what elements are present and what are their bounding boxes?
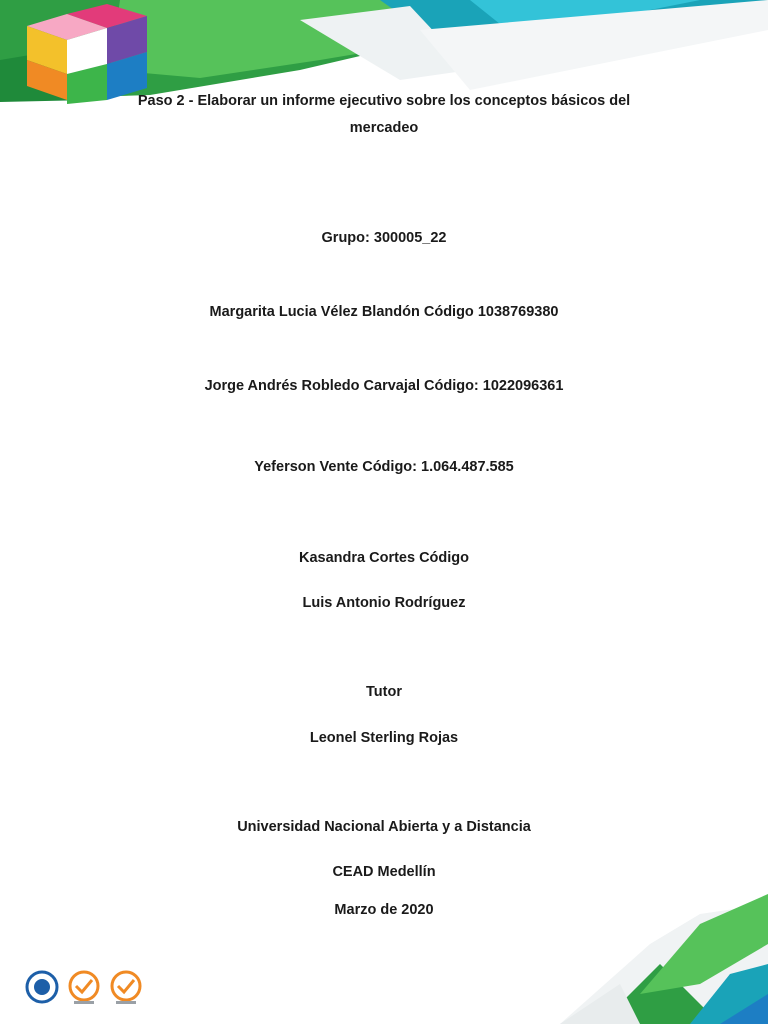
member-name: Kasandra Cortes Código — [299, 550, 469, 566]
member-name: Yeferson Vente Código: 1.064.487.585 — [254, 459, 514, 475]
icontec-certification-icon — [112, 972, 140, 1004]
document-date: Marzo de 2020 — [334, 902, 434, 918]
university-name: Universidad Nacional Abierta y a Distancia — [237, 819, 531, 835]
group-number: Grupo: 300005_22 — [321, 230, 447, 246]
member-name: Margarita Lucia Vélez Blandón Código 1038769380 — [209, 304, 559, 320]
member-name: Luis Antonio Rodríguez — [302, 595, 466, 611]
document-title: Paso 2 - Elaborar un informe ejecutivo sobre los conceptos básicos del mercadeo — [137, 93, 631, 136]
tutor-name: Leonel Sterling Rojas — [309, 730, 459, 746]
member-name: Jorge Andrés Robledo Carvajal Código: 1022096361 — [204, 378, 564, 394]
tutor-label: Tutor — [366, 684, 402, 700]
unad-seal-icon — [27, 972, 57, 1002]
footer-logos — [24, 970, 148, 1006]
icontec-certification-icon — [70, 972, 98, 1004]
cead-location: CEAD Medellín — [332, 864, 436, 880]
